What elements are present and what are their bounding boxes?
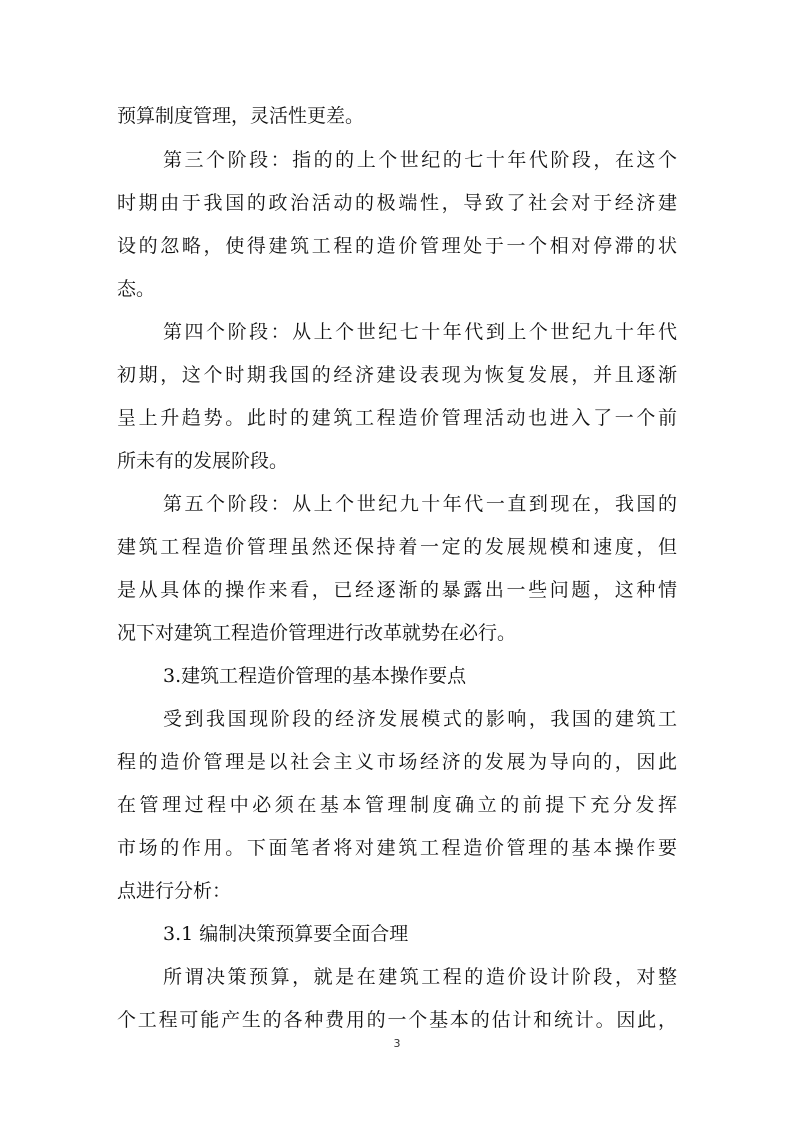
text-line: 设的忽略，使得建筑工程的造价管理处于一个相对停滞的状: [117, 235, 677, 257]
text-line: 预算制度管理，灵活性更差。: [117, 105, 365, 127]
text-line: 建筑工程造价管理虽然还保持着一定的发展规模和速度，但: [117, 536, 677, 558]
text-line: 受到我国现阶段的经济发展模式的影响，我国的建筑工: [163, 708, 677, 730]
text-line: 时期由于我国的政治活动的极端性，导致了社会对于经济建: [117, 192, 677, 214]
text-line: 第五个阶段：从上个世纪九十年代一直到现在，我国的: [163, 493, 677, 515]
text-line: 态。: [117, 278, 156, 300]
text-line: 市场的作用。下面笔者将对建筑工程造价管理的基本操作要: [117, 837, 677, 859]
text-line: 所未有的发展阶段。: [117, 450, 289, 472]
text-line: 况下对建筑工程造价管理进行改革就势在必行。: [117, 622, 517, 644]
text-line: 程的造价管理是以社会主义市场经济的发展为导向的，因此: [117, 751, 677, 773]
text-line: 第三个阶段：指的的上个世纪的七十年代阶段，在这个: [163, 149, 677, 171]
text-line: 个工程可能产生的各种费用的一个基本的估计和统计。因此，: [117, 1009, 677, 1031]
section-heading: 3.建筑工程造价管理的基本操作要点: [163, 665, 467, 687]
text-line: 是从具体的操作来看，已经逐渐的暴露出一些问题，这种情: [117, 579, 677, 601]
page-number: 3: [393, 1037, 401, 1050]
text-line: 在管理过程中必须在基本管理制度确立的前提下充分发挥: [117, 794, 677, 816]
text-line: 初期，这个时期我国的经济建设表现为恢复发展，并且逐渐: [117, 364, 677, 386]
text-line: 呈上升趋势。此时的建筑工程造价管理活动也进入了一个前: [117, 407, 677, 429]
subsection-heading: 3.1 编制决策预算要全面合理: [163, 923, 409, 945]
text-line: 第四个阶段：从上个世纪七十年代到上个世纪九十年代: [163, 321, 677, 343]
text-line: 点进行分析：: [117, 880, 232, 902]
text-line: 所谓决策预算，就是在建筑工程的造价设计阶段，对整: [163, 966, 677, 988]
